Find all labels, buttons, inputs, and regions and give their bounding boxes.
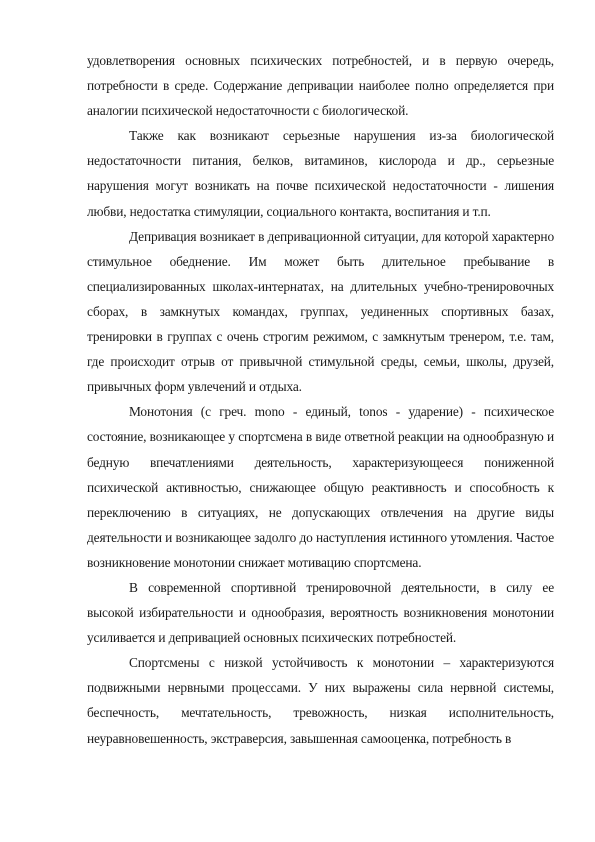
paragraph-5: В современной спортивной тренировочной деятельности, в силу ее высокой избирательности и однообразия, вероятность возникновения монотонии усиливается и депривацией основных психических потребностей. [87, 579, 554, 646]
paragraph-6: Спортсмены с низкой устойчивость к монотонии – характеризуются подвижными нервными процессами. У них выражены сила нервной системы, беспечность, мечтательность, тревожность, низкая исполнительность, неуравновешенность, экстраверсия, завышенная самооценка, потребность в [87, 655, 554, 746]
paragraph-1: удовлетворения основных психических потребностей, и в первую очередь, потребности в среде. Содержание депривации наиболее полно определяется при аналогии психической недостаточности с биологической. [87, 53, 554, 119]
paragraph-3: Депривация возникает в депривационной ситуации, для которой характерно стимульное обеднение. Им может быть длительное пребывание в специализированных школах-интернатах, на длительных учебно-тренировочных сборах, в замкнутых командах, группах, уединенных спортивных базах, тренировки в группах с очень строгим режимом, с замкнутым тренером, т.е. там, где происходит отрыв от привычной стимульной среды, семьи, школы, друзей, привычных форм увлечений и отдыха. [87, 228, 554, 395]
document-page [87, 48, 554, 751]
paragraph-2: Также как возникают серьезные нарушения из-за биологической недостаточности питания, белков, витаминов, кислорода и др., серьезные нарушения могут возникать на почве психической недостаточности - лишения любви, недостатка стимуляции, социального контакта, воспитания и т.п. [87, 128, 554, 219]
paragraph-4: Монотония (с греч. mono - единый, tonos - ударение) - психическое состояние, возникающее у спортсмена в виде ответной реакции на однообразную и бедную впечатлениями деятельность, характеризующееся пониженной психической активностью, снижающее общую реактивность и способность к переключению в ситуациях, не допускающих отвлечения на другие виды деятельности и возникающее задолго до наступления истинного утомления. Частое возникновение монотонии снижает мотивацию спортсмена. [87, 404, 554, 570]
